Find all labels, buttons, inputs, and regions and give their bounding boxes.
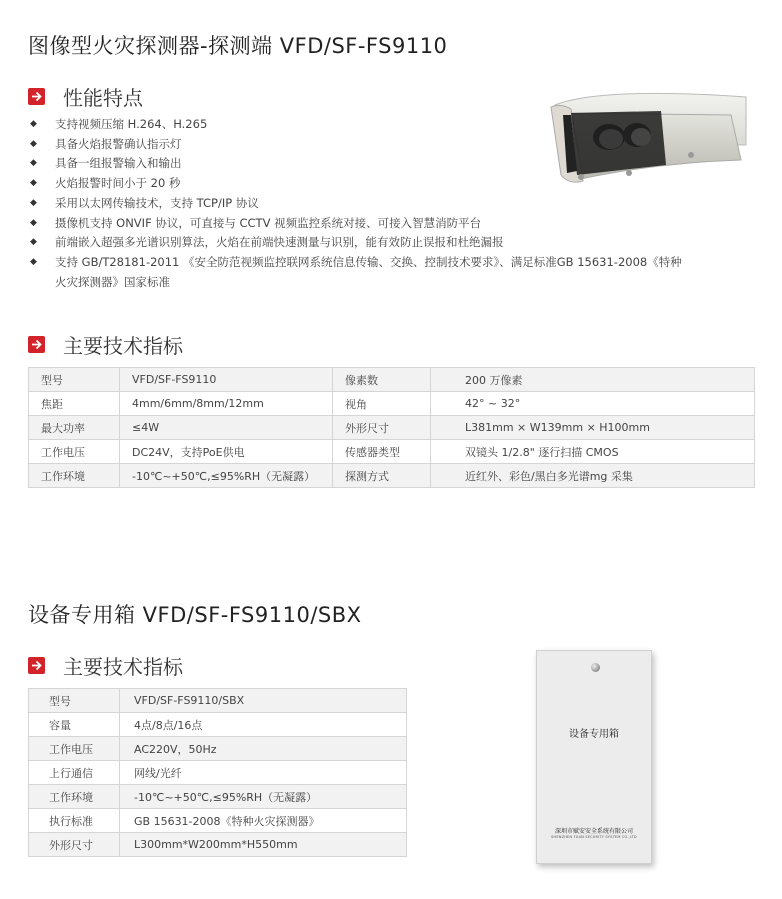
- equipment-box-image: [536, 650, 652, 864]
- spec-value: 近红外、彩色/黑白多光谱mg 采集: [431, 464, 755, 488]
- spec-label: 工作电压: [29, 440, 120, 464]
- spec-label: 工作环境: [29, 464, 120, 488]
- specs-heading-2-text: 主要技术指标: [63, 655, 183, 679]
- spec-value: ≤4W: [120, 416, 333, 440]
- specs-heading-text: 主要技术指标: [63, 334, 183, 358]
- spec-table-2: [28, 688, 407, 857]
- diamond-bullet-icon: ◆: [30, 138, 37, 149]
- spec-value: DC24V，支持PoE供电: [120, 440, 333, 464]
- spec-value: 4点/8点/16点: [120, 713, 407, 737]
- spec-value: VFD/SF-FS9110: [120, 368, 333, 392]
- spec-value: -10℃~+50℃,≤95%RH（无凝露）: [120, 785, 407, 809]
- table-row: [29, 809, 407, 833]
- spec-value: 42° ~ 32°: [431, 392, 755, 416]
- spec-label: 执行标准: [29, 809, 120, 833]
- spec-label: 工作电压: [29, 737, 120, 761]
- spec-value: VFD/SF-FS9110/SBX: [120, 689, 407, 713]
- table-row: [29, 713, 407, 737]
- spec-label: 型号: [29, 689, 120, 713]
- spec-label: 外形尺寸: [29, 833, 120, 857]
- list-item: ◆ 具备一组报警输入和输出: [28, 154, 758, 174]
- list-item-continuation: 火灾探测器》国家标准: [55, 274, 170, 289]
- spec-value: L300mm*W200mm*H550mm: [120, 833, 407, 857]
- diamond-bullet-icon: ◆: [30, 256, 37, 267]
- box-company: 深圳市赋安安全系统有限公司: [554, 828, 633, 835]
- list-item: ◆ 支持视频压缩 H.264、H.265: [28, 115, 758, 135]
- table-row: [29, 464, 755, 488]
- table-row: [29, 416, 755, 440]
- list-item: ◆ 支持 GB/T28181-2011 《安全防范视频监控联网系统信息传输、交换、控制技术要求》、满足标准GB 15631-2008《特种: [28, 253, 758, 273]
- specs-heading: [28, 330, 183, 359]
- table-row: [29, 833, 407, 857]
- specs-heading-2: [28, 651, 183, 680]
- spec-label: 像素数: [333, 368, 431, 392]
- table-row: [29, 761, 407, 785]
- list-item: ◆ 具备火焰报警确认指示灯: [28, 135, 758, 155]
- list-item: ◆ 火焰报警时间小于 20 秒: [28, 174, 758, 194]
- diamond-bullet-icon: ◆: [30, 178, 37, 189]
- spec-table: [28, 367, 755, 488]
- spec-value: 4mm/6mm/8mm/12mm: [120, 392, 333, 416]
- box-company-en: SHENZHEN FUAN SECURITY SYSTEM CO.,LTD: [551, 835, 637, 839]
- table-row: [29, 368, 755, 392]
- spec-value: -10℃~+50℃,≤95%RH（无凝露）: [120, 464, 333, 488]
- spec-label: 容量: [29, 713, 120, 737]
- spec-label: 型号: [29, 368, 120, 392]
- spec-label: 探测方式: [333, 464, 431, 488]
- spec-label: 外形尺寸: [333, 416, 431, 440]
- spec-label: 上行通信: [29, 761, 120, 785]
- spec-label: 视角: [333, 392, 431, 416]
- table-row: [29, 689, 407, 713]
- list-item: ◆ 采用以太网传输技术，支持 TCP/IP 协议: [28, 194, 758, 214]
- lock-icon: [591, 663, 600, 672]
- arrow-icon: [28, 336, 45, 353]
- table-row: [29, 392, 755, 416]
- diamond-bullet-icon: ◆: [30, 197, 37, 208]
- spec-value: AC220V，50Hz: [120, 737, 407, 761]
- spec-value: 200 万像素: [431, 368, 755, 392]
- product2-title: 设备专用箱 VFD/SF-FS9110/SBX: [28, 603, 362, 627]
- box-label: 设备专用箱: [569, 729, 619, 740]
- diamond-bullet-icon: ◆: [30, 158, 37, 169]
- spec-value: L381mm × W139mm × H100mm: [431, 416, 755, 440]
- list-item: ◆ 摄像机支持 ONVIF 协议，可直接与 CCTV 视频监控系统对接、可接入智慧消防平台: [28, 214, 758, 234]
- diamond-bullet-icon: ◆: [30, 119, 37, 129]
- table-row: [29, 440, 755, 464]
- spec-value: 网线/光纤: [120, 761, 407, 785]
- arrow-icon: [28, 657, 45, 674]
- spec-value: GB 15631-2008《特种火灾探测器》: [120, 809, 407, 833]
- spec-label: 焦距: [29, 392, 120, 416]
- spec-value: 双镜头 1/2.8" 逐行扫描 CMOS: [431, 440, 755, 464]
- features-heading: [28, 82, 143, 111]
- spec-label: 最大功率: [29, 416, 120, 440]
- spec-label: 工作环境: [29, 785, 120, 809]
- diamond-bullet-icon: ◆: [30, 217, 37, 228]
- table-row: [29, 737, 407, 761]
- product1-title: 图像型火灾探测器-探测端 VFD/SF-FS9110: [28, 34, 448, 58]
- features-heading-text: 性能特点: [63, 86, 143, 110]
- spec-label: 传感器类型: [333, 440, 431, 464]
- camera-image: [541, 85, 751, 195]
- diamond-bullet-icon: ◆: [30, 237, 37, 248]
- table-row: [29, 785, 407, 809]
- arrow-icon: [28, 88, 45, 105]
- list-item: ◆ 前端嵌入超强多光谱识别算法，火焰在前端快速测量与识别，能有效防止误报和杜绝漏报: [28, 233, 758, 253]
